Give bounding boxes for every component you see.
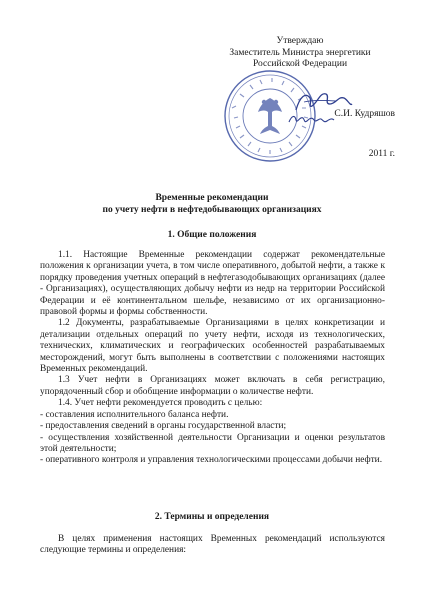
approver-name: С.И. Кудряшов <box>334 108 395 119</box>
document-title-line1: Временные рекомендации <box>155 193 269 203</box>
paragraph-1-4: 1.4. Учет нефти рекомендуется проводить с целью: <box>58 398 263 409</box>
approver-position-line1: Заместитель Министра энергетики <box>229 47 371 58</box>
list-item-2: - предоставления сведений в органы государственной власти; <box>40 421 287 432</box>
section1-body <box>40 250 385 467</box>
list-item-4: - оперативного контроля и управления технологическими процессами добычи нефти. <box>40 455 383 466</box>
approval-label: Утверждаю <box>276 36 324 46</box>
paragraph-1-3: 1.3 Учет нефти в Организациях может включать в себя регистрацию, упорядоченный сбор и обобщение информации о количестве нефти. <box>40 375 385 397</box>
approval-year: 2011 г. <box>368 148 395 159</box>
handwritten-date-icon <box>286 112 336 126</box>
list-item-1: - составления исполнительного баланса нефти. <box>40 409 229 420</box>
paragraph-1-2: 1.2 Документы, разрабатываемые Организациями в целях конкретизации и детализации отдельных операций по учету нефти, исходя из технологических, технических, климатических и географических особенностей разрабатываемых месторождений, могут быть выполнены в соответствии с положениями настоящих Временных рекомендаций. <box>40 318 385 375</box>
document-title-line2: по учету нефти в нефтедобывающих организациях <box>102 205 322 215</box>
paragraph-1-1: 1.1. Настоящие Временные рекомендации содержат рекомендательные положения к организации учета, в том числе оперативного, добытой нефти, а также к порядку проведения учетных операций в нефтегазодобывающих организациях (далее - Организациях), осуществляющих добычу нефти из недр на территории Российской Федерации и её континентальном шельфе, независимо от их организационно-правовой формы и формы собственности. <box>40 250 385 318</box>
section2-body <box>40 534 385 557</box>
section2-heading: 2. Термины и определения <box>154 512 270 522</box>
paragraph-2-intro: В целях применения настоящих Временных рекомендаций используются следующие термины и определения: <box>40 534 385 556</box>
section1-heading: 1. Общие положения <box>167 230 257 240</box>
approver-position-line2: Российской Федерации <box>252 59 348 69</box>
list-item-3: - осуществления хозяйственной деятельности Организации и оценки результатов этой деятельности; <box>40 432 385 454</box>
